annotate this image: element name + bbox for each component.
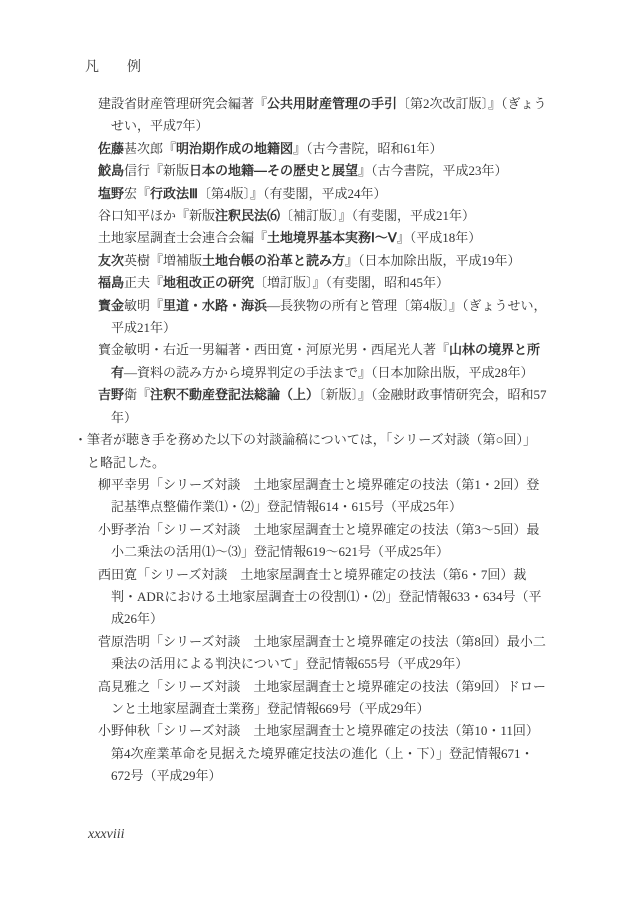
emphasized-text-segment: 注釈民法⑹ [215, 208, 281, 224]
text-segment: 敏明『 [124, 297, 164, 313]
emphasized-text-segment: 公共用財産管理の手引 [267, 96, 398, 111]
bibliography-list [0, 93, 642, 429]
text-segment: 』（古今書院，平成23年） [358, 163, 508, 179]
list-item [98, 631, 548, 676]
text-segment: 土地家屋調査士会連合会編『 [98, 230, 268, 246]
emphasized-text-segment: 山林の境界と所有 [111, 342, 541, 380]
list-item [98, 720, 548, 787]
text-segment: 衛『 [124, 387, 151, 403]
list-item [98, 205, 548, 227]
text-segment: 小野孝治「シリーズ対談 土地家屋調査士と境界確定の技法（第3〜5回）最小二乗法の活用⑴〜⑶」登記情報619〜621号（平成25年） [98, 521, 540, 560]
emphasized-text-segment: 土地境界基本実務Ⅰ〜Ⅴ [267, 230, 397, 246]
text-segment: 』（日本加除出版，平成19年） [345, 252, 521, 268]
emphasized-text-segment: 土地台帳の沿革と読み方 [202, 252, 346, 268]
list-item [98, 295, 548, 340]
list-item [98, 384, 548, 429]
list-item [98, 564, 548, 631]
list-item [98, 138, 548, 160]
emphasized-text-segment: 注釈不動産登記法総論（上） [150, 387, 320, 403]
text-segment: 正夫『 [124, 275, 164, 291]
page-content [0, 93, 642, 788]
list-item [74, 429, 548, 474]
text-segment: 谷口知平ほか『新版 [98, 208, 216, 224]
text-segment: 高見雅之「シリーズ対談 土地家屋調査士と境界確定の技法（第9回）ドローンと土地家屋調査士業務」登記情報669号（平成29年） [98, 678, 546, 716]
text-segment: 建設省財産管理研究会編著『 [98, 96, 268, 111]
text-segment: ・筆者が聴き手を務めた以下の対談論稿については，「シリーズ対談（第○回）」と略記した。 [74, 432, 536, 470]
text-segment: 〔増訂版〕』（有斐閣，昭和45年） [254, 275, 450, 291]
list-item [98, 250, 548, 272]
emphasized-text-segment: 吉野 [98, 387, 125, 403]
list-item [98, 519, 548, 564]
text-segment: 甚次郎『 [124, 140, 177, 156]
text-segment: 〔第2次改訂版〕』（ぎょうせい，平成7年） [111, 96, 547, 134]
list-item [98, 160, 548, 182]
list-item [98, 227, 548, 249]
list-item [98, 272, 548, 294]
text-segment: 〔補訂版〕』（有斐閣，平成21年） [280, 208, 476, 224]
text-segment: 柳平幸男「シリーズ対談 土地家屋調査士と境界確定の技法（第1・2回）登記基準点整備作業⑴・⑵」登記情報614・615号（平成25年） [98, 476, 540, 515]
text-segment: 』（平成18年） [396, 230, 482, 246]
emphasized-text-segment: 福島 [98, 275, 125, 291]
list-item [98, 93, 548, 138]
text-segment: 宏『 [124, 185, 151, 201]
text-segment: 信行『新版 [124, 163, 190, 179]
text-segment: 英樹『増補版 [124, 252, 203, 268]
list-item [98, 676, 548, 721]
text-segment: 〔第4版〕』（有斐閣，平成24年） [198, 185, 387, 201]
emphasized-text-segment: 寳金 [98, 297, 125, 313]
dialogue-series-list [0, 474, 642, 788]
emphasized-text-segment: 友次 [98, 252, 125, 268]
text-segment: 西田寛「シリーズ対談 土地家屋調査士と境界確定の技法（第6・7回）裁判・ADRにおける土地家屋調査士の役割⑴・⑵」登記情報633・634号（平成26年） [98, 566, 542, 627]
note-paragraph [0, 429, 642, 474]
text-segment: 菅原浩明「シリーズ対談 土地家屋調査士と境界確定の技法（第8回）最小二乗法の活用による判決について」登記情報655号（平成29年） [98, 633, 546, 672]
list-item [98, 474, 548, 519]
emphasized-text-segment: 行政法Ⅲ [150, 185, 198, 201]
emphasized-text-segment: 佐藤 [98, 140, 125, 156]
list-item [98, 339, 548, 384]
text-segment: 小野伸秋「シリーズ対談 土地家屋調査士と境界確定の技法（第10・11回）第4次産業革命を見据えた境界確定技法の進化（上・下）」登記情報671・672号（平成29年） [98, 723, 539, 784]
text-segment: 寳金敏明・右近一男編著・西田寛・河原光男・西尾光人著『 [98, 342, 450, 358]
emphasized-text-segment: 鮫島 [98, 163, 125, 179]
text-segment: 』（古今書院，昭和61年） [293, 140, 443, 156]
text-segment: ―資料の読み方から境界判定の手法まで』（日本加除出版，平成28年） [124, 364, 534, 380]
page-number: xxxviii [88, 827, 125, 842]
list-item [98, 183, 548, 205]
text-segment: 〔新版〕』（金融財政事情研究会，昭和57年） [111, 387, 547, 425]
emphasized-text-segment: 塩野 [98, 185, 125, 201]
text-segment: ―長狭物の所有と管理〔第4版〕』（ぎょうせい，平成21年） [111, 297, 547, 336]
emphasized-text-segment: 地租改正の研究 [163, 275, 255, 291]
page-title: 凡 例 [85, 60, 141, 75]
emphasized-text-segment: 明治期作成の地籍図 [176, 140, 294, 156]
emphasized-text-segment: 日本の地籍―その歴史と展望 [189, 163, 359, 179]
emphasized-text-segment: 里道・水路・海浜 [163, 297, 268, 313]
